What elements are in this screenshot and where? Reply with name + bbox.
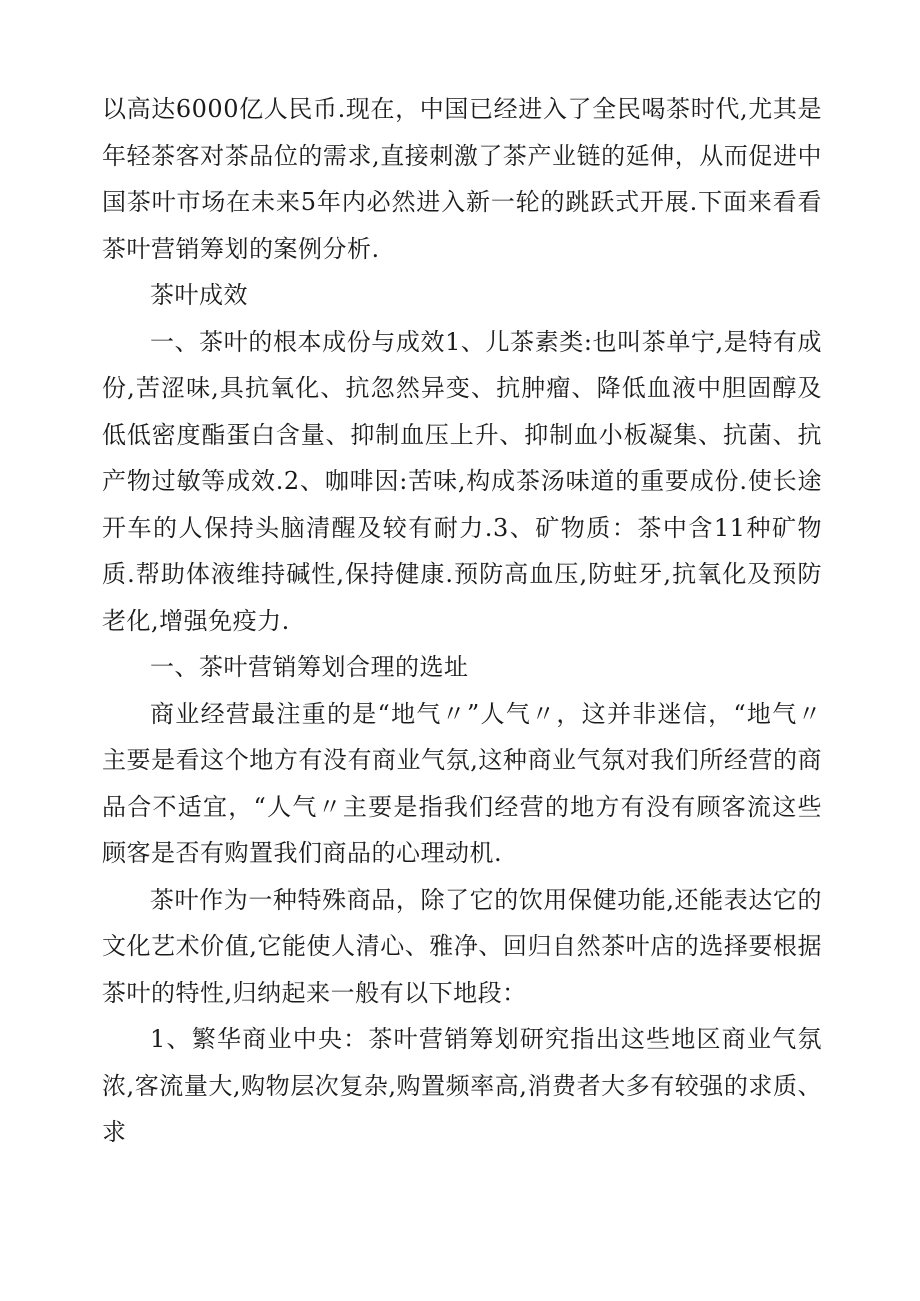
heading-tea-effects: 茶叶成效	[150, 281, 248, 309]
paragraph-intro-continued: 以高达6000亿人民币.现在，中国已经进入了全民喝茶时代,尤其是年轻茶客对茶品位的需求,直接刺激了茶产业链的延伸，从而促进中国茶叶市场在未来5年内必然进入新一轮的跳跃式开展.下面来看看茶叶营销筹划的案例分析.	[102, 95, 822, 263]
heading-site-selection: 一、茶叶营销筹划合理的选址	[150, 653, 469, 681]
paragraph-prosperous-commercial-center: 1、繁华商业中央：茶叶营销筹划研究指出这些地区商业气氛浓,客流量大,购物层次复杂,购置频率高,消费者大多有较强的求质、求	[102, 1025, 822, 1146]
paragraph-tea-components: 一、茶叶的根本成份与成效1、儿茶素类:也叫茶单宁,是特有成份,苦涩味,具抗氧化、抗忽然异变、抗肿瘤、降低血液中胆固醇及低低密度酯蛋白含量、抑制血压上升、抑制血小板凝集、抗菌、抗产物过敏等成效.2、咖啡因:苦味,构成茶汤味道的重要成份.使长途开车的人保持头脑清醒及较有耐力.3、矿物质：茶中含11种矿物质.帮助体液维持碱性,保持健康.预防高血压,防蛀牙,抗氧化及预防老化,增强免疫力.	[102, 327, 822, 635]
paragraph-tea-special-commodity: 茶叶作为一种特殊商品，除了它的饮用保健功能,还能表达它的文化艺术价值,它能使人清心、雅净、回归自然茶叶店的选择要根据茶叶的特性,归纳起来一般有以下地段：	[102, 885, 822, 1007]
paragraph-business-atmosphere: 商业经营最注重的是“地气〃”人气〃，这并非迷信，“地气〃主要是看这个地方有没有商业气氛,这种商业气氛对我们所经营的商品合不适宜，“人气〃主要是指我们经营的地方有没有顾客流这些顾客是否有购置我们商品的心理动机.	[102, 699, 822, 867]
document-body	[102, 86, 822, 1156]
